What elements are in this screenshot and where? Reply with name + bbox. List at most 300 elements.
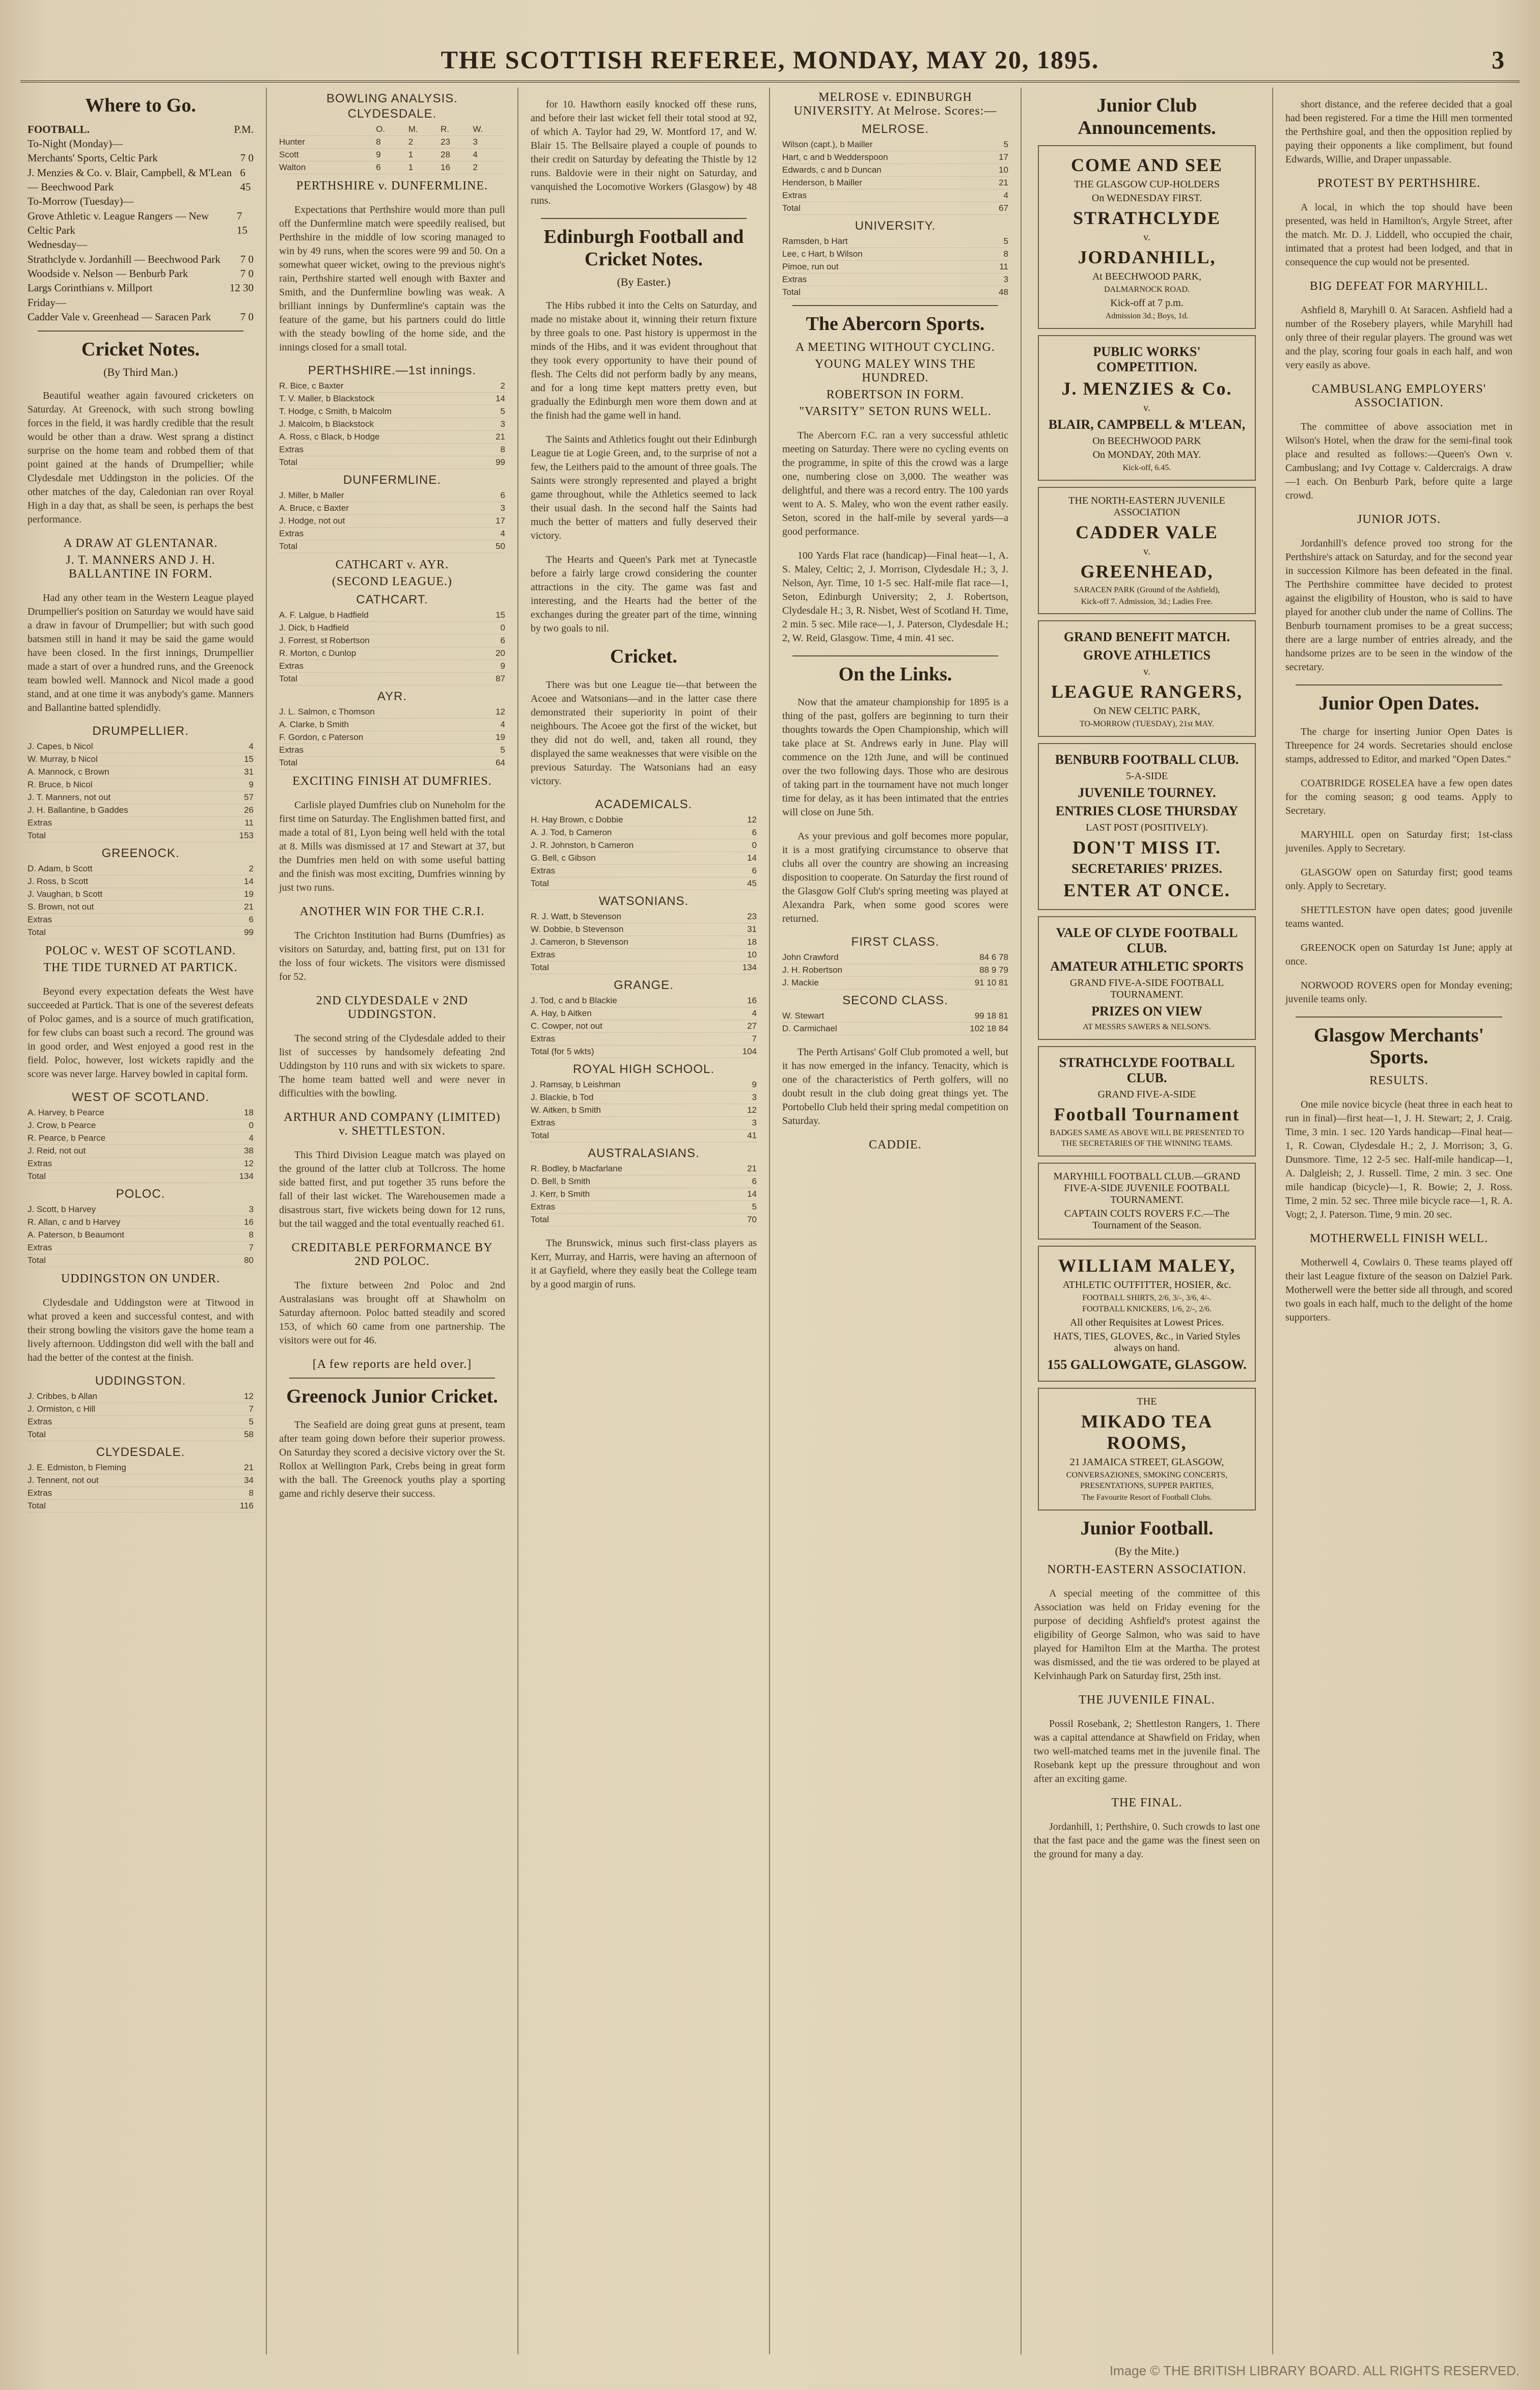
row-name: Total <box>279 674 297 683</box>
column-2 <box>267 88 518 2354</box>
row-name: W. Aitken, b Smith <box>531 1105 601 1115</box>
results-paragraph: 100 Yards Flat race (handicap)—Final heat—1, A. S. Maley, Celtic; 2, J. Morrison, Clydesdale H.; 3, J. Nelson, Ayr. Time, 10 1-5 sec. Half-mile flat race—1, Seton, Edinburgh University; 2, J. Robertson, Clydesdale H.; 3, R. Nisbet, West of Scotland H. Time, 2 min. 5 sec. Mile race—1, J. Paterson, Clydesdale H.; 2, W. Reid, Glasgow. Time, 4 min. 41 sec. <box>782 550 1008 644</box>
table-row <box>782 977 1008 990</box>
row-name: A. J. Tod, b Cameron <box>531 828 612 838</box>
scorecard <box>279 365 505 469</box>
divider <box>541 218 747 219</box>
subheading: YOUNG MALEY WINS THE HUNDRED. <box>814 357 976 384</box>
advert-maryhill: MARYHILL FOOTBALL CLUB.—GRAND FIVE-A-SIDE JUVENILE FOOTBALL TOURNAMENT. CAPTAIN COLTS ROVERS F.C.—The Tournament of the Season. <box>1038 1163 1256 1240</box>
advert-public-works: PUBLIC WORKS' COMPETITION. J. MENZIES & Co. v. BLAIR, CAMPBELL & M'LEAN, On BEECHWOOD PARK On MONDAY, 20th MAY. Kick-off, 6.45. <box>1038 335 1256 481</box>
row-name: W. Stewart <box>782 1011 824 1021</box>
subheading: RESULTS. <box>1369 1074 1428 1088</box>
cricket-notes-heading: Cricket Notes. <box>81 338 200 360</box>
open-date-item: GLASGOW open on Saturday first; good teams only. Apply to Secretary. <box>1285 866 1513 892</box>
masthead <box>20 45 1520 83</box>
row-name: Extras <box>782 274 807 284</box>
table-row <box>782 261 1008 273</box>
merchants-sports-heading: Glasgow Merchants' Sports. <box>1314 1024 1484 1068</box>
advert-vale-of-clyde: VALE OF CLYDE FOOTBALL CLUB. AMATEUR ATHLETIC SPORTS GRAND FIVE-A-SIDE FOOTBALL TOURNAMENT. PRIZES ON VIEW AT MESSRS SAWERS & NELSON'S. <box>1038 916 1256 1040</box>
subheading: MELROSE v. EDINBURGH UNIVERSITY. At Melrose. Scores:— <box>793 91 997 118</box>
row-name: Total <box>782 287 801 297</box>
schedule-row: Grove Athletic v. League Rangers — New Celtic Park 7 15 <box>28 209 248 237</box>
article-paragraph: Ashfield 8, Maryhill 0. At Saracen. Ashfield had a number of the Rosebery players, while Maryhill had only three of their regular players. The ground was wet and the play, scoring four goals in each half, and won very easily as above. <box>1285 305 1513 371</box>
row-name: Total <box>28 1171 46 1182</box>
row-value: 17 <box>496 516 505 526</box>
row-value: 87 <box>496 674 505 683</box>
schedule-day: To-Morrow (Tuesday)— <box>28 195 134 208</box>
row-name: R. Bice, c Baxter <box>279 381 344 391</box>
row-name: J. Scott, b Harvey <box>28 1204 96 1215</box>
table-row <box>531 923 757 936</box>
row-name: Extras <box>531 1118 556 1128</box>
byline: (By the Mite.) <box>1115 1545 1179 1558</box>
row-name: Total <box>531 963 549 973</box>
row-value: 12 <box>496 707 505 717</box>
row-name: R. Morton, c Dunlop <box>279 648 356 658</box>
bowling-analysis <box>279 93 505 174</box>
row-name: A. Harvey, b Pearce <box>28 1108 104 1118</box>
table-row <box>279 609 505 622</box>
row-name: Pimoe, run out <box>782 262 839 271</box>
article-paragraph: The Hibs rubbed it into the Celts on Saturday, and made no mistake about it, winning their return fixture by three goals to one. Past history is uppermost in the minds of the Hibs, and it was evident throughout that they took every opportunity to have their pound of flesh. The Celts did not perform badly by any means, and for a long time kept matters pretty even, but gradually the Edinburgh men wore them down and at the finish had the game well in hand. <box>531 300 757 422</box>
subheading: EXCITING FINISH AT DUMFRIES. <box>292 775 492 788</box>
table-title: SECOND CLASS. <box>842 994 948 1008</box>
signoff: CADDIE. <box>869 1138 922 1152</box>
row-name: Total <box>279 541 297 551</box>
where-to-go-heading: Where to Go. <box>85 95 196 116</box>
open-date-item: NORWOOD ROVERS open for Monday evening; juvenile teams only. <box>1285 979 1513 1005</box>
table-row <box>279 515 505 528</box>
advert-mikado-tea-rooms: THE MIKADO TEA ROOMS, 21 JAMAICA STREET, GLASGOW, CONVERSAZIONES, SMOKING CONCERTS, PRESENTATIONS, SUPPER PARTIES, The Favourite Resort of Football Clubs. <box>1038 1388 1256 1510</box>
table-row <box>28 926 254 939</box>
table-row <box>531 1033 757 1046</box>
table-row <box>28 863 254 875</box>
table-row <box>279 622 505 635</box>
table-row <box>28 779 254 791</box>
scorecard <box>782 123 1008 215</box>
row-name: J. Capes, b Nicol <box>28 741 93 752</box>
table-row <box>28 1203 254 1216</box>
table-title: PERTHSHIRE.—1st innings. <box>308 364 477 377</box>
row-value: 41 <box>747 1131 757 1141</box>
row-value: 12 <box>244 1391 254 1402</box>
divider <box>289 1378 495 1379</box>
row-value: 8 <box>500 445 505 454</box>
article-paragraph: short distance, and the referee decided that a goal had been registered. For a time the Hill men tormented the Perthshire goal, and then the opposition replied by paying their opponents a like compliment, but found Edwards, Willie, and Draper unpassable. <box>1285 99 1513 165</box>
row-value: 5 <box>1003 236 1008 246</box>
row-name: H. Hay Brown, c Dobbie <box>531 815 623 825</box>
row-value: 6 <box>249 915 254 925</box>
row-name: J. Crow, b Pearce <box>28 1120 96 1131</box>
table-row <box>28 1416 254 1428</box>
article-paragraph: The Perth Artisans' Golf Club promoted a well, but it has now emerged in the infancy. Tenacity, which is one of the characteristics of Perth golfers, will no doubt result in the club doing great things yet. The Portobello Club held their spring medal competition on Saturday. <box>782 1047 1008 1127</box>
table-row <box>28 1462 254 1474</box>
junior-open-dates-heading: Junior Open Dates. <box>1318 693 1479 714</box>
subheading: A MEETING WITHOUT CYCLING. <box>795 340 995 354</box>
table-row <box>279 706 505 719</box>
row-value: 31 <box>244 767 254 777</box>
row-name: Edwards, c and b Duncan <box>782 165 882 175</box>
row-value: 5 <box>1003 140 1008 149</box>
row-value: 7 <box>752 1034 757 1044</box>
row-name: A. F. Lalgue, b Hadfield <box>279 610 369 620</box>
article-paragraph: As your previous and golf becomes more popular, it is a most gratifying circumstance to observe that clubs all over the country are showing an increasing disposition to cooperate. On Saturday the first round of the Glasgow Golf Club's spring meeting was played at Alexandra Park, when some good scores were returned. <box>782 831 1008 925</box>
table-row <box>782 139 1008 151</box>
open-date-item: MARYHILL open on Saturday first; 1st-class juveniles. Apply to Secretary. <box>1285 829 1513 854</box>
scorecard <box>279 474 505 553</box>
row-value: 102 18 84 <box>970 1024 1008 1034</box>
on-the-links-heading: On the Links. <box>838 663 952 685</box>
row-value: 58 <box>244 1430 254 1440</box>
subheading: CAMBUSLANG EMPLOYERS' ASSOCIATION. <box>1311 382 1487 409</box>
row-name: Extras <box>279 445 304 454</box>
scorecard <box>531 799 757 890</box>
row-value: 116 <box>239 1501 254 1511</box>
divider <box>1296 1017 1502 1018</box>
row-name: S. Brown, not out <box>28 902 94 912</box>
row-name: J. Ross, b Scott <box>28 876 89 887</box>
row-value: 6 <box>752 1176 757 1187</box>
row-value: 57 <box>244 792 254 803</box>
article-paragraph: The Abercorn F.C. ran a very successful athletic meeting on Saturday. There were no cycling events on the programme, in spite of this the crowd was a large one, numbering close on 3,000. The weather was delightful, and there was a record entry. The 100 yards went to A. S. Maley, who won the event rather easily. Seton, scored in the half-mile by several yards—a good performance. <box>782 429 1008 537</box>
advert-benburb: BENBURB FOOTBALL CLUB. 5-A-SIDE JUVENILE TOURNEY. ENTRIES CLOSE THURSDAY LAST POST (POSITIVELY). DON'T MISS IT. SECRETARIES' PRIZES. ENTER AT ONCE. <box>1038 743 1256 910</box>
table-row <box>279 731 505 744</box>
article-paragraph: Possil Rosebank, 2; Shettleston Rangers, 1. There was a capital attendance at Shawfield on Friday, when two well-matched teams met in the juvenile final. The Rosebank kept up the pressure throughout and won after an exciting game. <box>1034 1718 1260 1785</box>
row-value: 4 <box>249 741 254 752</box>
table-row <box>28 1229 254 1242</box>
table-title: BOWLING ANALYSIS. <box>326 92 458 105</box>
table-row <box>782 177 1008 189</box>
advert-benefit-match: GRAND BENEFIT MATCH. GROVE ATHLETICS v. LEAGUE RANGERS, On NEW CELTIC PARK, TO-MORROW (TUESDAY), 21st MAY. <box>1038 620 1256 737</box>
table-row: Walton 6 1 16 2 <box>279 161 505 174</box>
table-row <box>531 1079 757 1091</box>
column-4 <box>770 88 1022 2354</box>
row-value: 134 <box>742 963 757 973</box>
row-value: 99 18 81 <box>974 1011 1008 1021</box>
row-value: 4 <box>752 1008 757 1019</box>
divider <box>1296 684 1502 685</box>
table-row <box>531 936 757 949</box>
table-row <box>279 635 505 647</box>
table-row <box>531 1130 757 1142</box>
row-name: C. Cowper, not out <box>531 1021 602 1031</box>
row-name: Extras <box>28 1488 52 1498</box>
row-name: Extras <box>782 190 807 200</box>
row-value: 70 <box>747 1215 757 1225</box>
column-3 <box>518 88 770 2354</box>
row-name: Extras <box>28 1417 52 1427</box>
row-value: 4 <box>249 1133 254 1143</box>
scorecard <box>28 847 254 939</box>
article-paragraph: This Third Division League match was played on the ground of the latter club at Tollcross. The home side batted first, and put together 35 runs before the fall of their last wicket. The Warehousemen made a disastrous start, five wickets being down for 12 runs, but the tail wagged and the total eventually reached 61. <box>279 1149 505 1229</box>
row-value: 38 <box>244 1146 254 1156</box>
row-name: Total <box>28 1430 46 1440</box>
table-title: AUSTRALASIANS. <box>588 1146 700 1161</box>
table-row <box>279 489 505 502</box>
row-name: Extras <box>279 745 304 755</box>
table-row <box>28 1487 254 1500</box>
row-value: 91 10 81 <box>974 978 1008 988</box>
row-value: 8 <box>249 1230 254 1240</box>
scorecard <box>28 1091 254 1183</box>
table-row <box>531 877 757 890</box>
results-paragraph: One mile novice bicycle (heat three in each heat to run in final)—first heat—1, J. H. Stewart; 2, J. Craig. Time, 3 min. 1 sec. 120 Yards handicap—Final heat—1, R. Cowan, Clydesdale H.; 2, J. Morrison; 3, G. Dunsmore. Time, 12 2-5 sec. Half-mile handicap—1, A. Dalgleish; 2, J. Russell. Time, 2 min. 3 sec. One mile handicap (bicycle)—1, R. Bowie; 2, J. Ross. Time, 2 min. 52 sec. Three mile bicycle race—1, R. A. Vogt; 2, J. Paterson. Time, 9 min. 20 sec. <box>1285 1099 1513 1221</box>
row-value: 0 <box>500 623 505 633</box>
row-value: 2 <box>500 381 505 391</box>
row-value: 5 <box>249 1417 254 1427</box>
scorecard <box>531 895 757 974</box>
table-row <box>279 431 505 444</box>
row-name: A. Clarke, b Smith <box>279 720 349 729</box>
table-row: Scott 9 1 28 4 <box>279 149 505 161</box>
row-name: J. Malcolm, b Blackstock <box>279 419 374 429</box>
subheading: PERTHSHIRE v. DUNFERMLINE. <box>296 179 488 193</box>
row-name: J. Reid, not out <box>28 1146 86 1156</box>
table-row <box>279 647 505 660</box>
row-name: John Crawford <box>782 952 839 963</box>
table-row <box>28 791 254 804</box>
row-name: J. Tennent, not out <box>28 1475 99 1486</box>
copyright-notice: Image © THE BRITISH LIBRARY BOARD. ALL RIGHTS RESERVED. <box>1109 2363 1520 2378</box>
table-row <box>28 1428 254 1441</box>
table-row <box>279 405 505 418</box>
row-value: 6 <box>752 866 757 876</box>
table-row <box>28 817 254 830</box>
fixture-schedule <box>28 122 254 324</box>
row-value: 3 <box>752 1092 757 1103</box>
table-row <box>279 528 505 540</box>
table-row <box>531 995 757 1007</box>
table-title: GRANGE. <box>614 978 674 993</box>
row-value: 104 <box>742 1047 757 1057</box>
table-row <box>782 235 1008 248</box>
table-row <box>28 901 254 914</box>
row-value: 11 <box>999 262 1008 271</box>
reports-note: [A few reports are held over.] <box>312 1358 472 1371</box>
pm-label: P.M. <box>234 123 254 135</box>
row-value: 21 <box>496 432 505 442</box>
table-row <box>531 827 757 839</box>
row-name: A. Ross, c Black, b Hodge <box>279 432 380 442</box>
table-row <box>279 744 505 757</box>
row-name: R. Bodley, b Macfarlane <box>531 1164 623 1174</box>
article-paragraph: The committee of above association met in Wilson's Hotel, when the draw for the semi-final took place and resulted as follows:—Queen's Own v. Cambuslang; and Ivy Cottage v. Caldercraigs. A draw—1 each. On Benburb Park, before quite a large crowd. <box>1285 421 1513 501</box>
article-paragraph: Expectations that Perthshire would more than pull off the Dunfermline match were speedily realised, but Perthshire in the middle of low scoring managed to win by 49 runs, when the scores were 99 and 50. On a somewhat queer wicket, owing to the previous night's rain, Perthshire started well enough with Baxter and Smith, and the Dunfermline bowling was weak. A brilliant innings by Dunfermline's captain was the feature of the game, but his partners could do little with the steady bowling of the home side, and the innings closed for a small total. <box>279 204 505 353</box>
row-name: Extras <box>279 529 304 538</box>
row-value: 6 <box>752 828 757 838</box>
row-value: 5 <box>500 745 505 755</box>
table-row <box>531 1007 757 1020</box>
subheading: JUNIOR JOTS. <box>1357 513 1441 526</box>
football-label: FOOTBALL. <box>28 123 90 135</box>
article-paragraph: The Crichton Institution had Burns (Dumfries) as visitors on Saturday, and, batting first, put on 131 for the loss of four wickets. The visitors were dismissed for 52. <box>279 930 505 982</box>
article-paragraph: Carlisle played Dumfries club on Nuneholm for the first time on Saturday. The Englishmen batted first, and made a total of 81, Lyon being well held with the total at 8. Mills was dismissed at 17 and Stewart at 37, but the Dumfries men held on with some useful batting and the finish was most exciting, Dumfries winning by just two runs. <box>279 800 505 893</box>
row-name: J. Hodge, not out <box>279 516 345 526</box>
row-value: 19 <box>496 732 505 742</box>
table-row <box>279 660 505 673</box>
scorecard <box>531 979 757 1058</box>
article-paragraph: Beautiful weather again favoured cricketers on Saturday. At Greenock, with such strong bowling forces in the field, it was hardly credible that the result would be other than a draw. West sprang a distinct surprise on the home team and robbed them of that point gained at the hands of Drumpellier; while Clydesdale met Uddingston in the policies. Of the other matches of the day, Caledonian ran over Royal High in a day that, as shall be seen, is perhaps the best performance. <box>28 390 254 526</box>
row-name: T. V. Maller, b Blackstock <box>279 394 375 403</box>
table-row <box>28 1242 254 1254</box>
row-name: J. Ormiston, c Hill <box>28 1404 96 1414</box>
table-title: WEST OF SCOTLAND. <box>72 1090 209 1105</box>
junior-football-heading: Junior Football. <box>1080 1517 1214 1539</box>
article-paragraph: Beyond every expectation defeats the West have succeeded at Partick. That is one of the severest defeats of Poloc games, and is a source of much gratification, for few clubs can boast such a record. The ground was in good order, and West enjoyed a good rest in the field. Poloc, however, lost wickets rapidly and the score was never large. Harvey bowled in capital form. <box>28 986 254 1080</box>
row-value: 18 <box>244 1108 254 1118</box>
row-value: 26 <box>244 805 254 815</box>
table-row <box>28 1132 254 1145</box>
subheading: "VARSITY" SETON RUNS WELL. <box>799 404 992 418</box>
table-row <box>279 380 505 393</box>
row-name: J. R. Johnston, b Cameron <box>531 840 634 850</box>
row-value: 99 <box>244 927 254 938</box>
table-row <box>531 839 757 852</box>
table-row <box>782 189 1008 202</box>
article-paragraph: Had any other team in the Western League played Drumpellier's position on Saturday we would have said a draw in favour of Drumpellier; but with such good batsmen still in hand it may be said the game would have been closed. In the first innings, Drumpellier made a start of over a hundred runs, and the Greenock team bowled well. Mannock and Nicol made a good stand, and at one time it was anybody's game. Manners and Ballantine batted splendidly. <box>28 592 254 714</box>
schedule-row: Cadder Vale v. Greenhead — Saracen Park 7 0 <box>28 311 254 323</box>
row-value: 14 <box>747 853 757 863</box>
table-row <box>531 1104 757 1117</box>
article-paragraph: There was but one League tie—that between the Acoee and Watsonians—and in the latter case there demonstrated their superiority in point of their neighbours. The Acoee got the first of the wicket, but they did not do well, and, taken all round, they displayed the same weaknesses that were visible on the previous Saturday. The Watsonians had an easy victory. <box>531 679 757 787</box>
row-value: 21 <box>747 1164 757 1174</box>
row-value: 8 <box>1003 249 1008 259</box>
article-paragraph: The Hearts and Queen's Park met at Tynecastle before a fairly large crowd considering the counter attractions in the city. The game was fast and interesting, and the Hearts had the better of the exchanges during the greater part of the time, winning by two goals to nil. <box>531 554 757 635</box>
table-title: FIRST CLASS. <box>851 935 940 949</box>
row-name: Hart, c and b Wedderspoon <box>782 152 888 162</box>
row-value: 14 <box>496 394 505 403</box>
table-row <box>782 964 1008 977</box>
row-name: W. Dobbie, b Stevenson <box>531 924 624 935</box>
scorecard <box>28 725 254 842</box>
row-value: 17 <box>999 152 1008 162</box>
subheading: THE TIDE TURNED AT PARTICK. <box>43 961 238 975</box>
article-paragraph: The Seafield are doing great guns at present, team after team going down before their superior prowess. On Saturday they scored a decisive victory over the St. Rollox at Wellington Park, Crebs being in great form with the ball. The Greenock youths play a sporting game and richly deserve their success. <box>279 1419 505 1499</box>
table-title: UDDINGSTON. <box>95 1374 186 1388</box>
subheading: THE JUVENILE FINAL. <box>1079 1693 1215 1707</box>
row-name: J. Kerr, b Smith <box>531 1189 590 1199</box>
divider <box>792 655 998 656</box>
row-value: 27 <box>747 1021 757 1031</box>
row-name: J. Cameron, b Stevenson <box>531 937 628 947</box>
row-value: 34 <box>244 1475 254 1486</box>
scorecard <box>28 1188 254 1267</box>
table-row <box>28 875 254 888</box>
row-value: 8 <box>249 1488 254 1498</box>
row-name: Ramsden, b Hart <box>782 236 848 246</box>
row-value: 9 <box>249 780 254 790</box>
table-row <box>28 1254 254 1267</box>
row-value: 5 <box>752 1202 757 1212</box>
row-name: R. Allan, c and b Harvey <box>28 1217 121 1227</box>
row-value: 0 <box>249 1120 254 1131</box>
table-row <box>28 753 254 766</box>
scorecard <box>28 1446 254 1513</box>
junior-announcements-heading: Junior Club Announcements. <box>1078 95 1216 139</box>
row-name: Total <box>28 831 46 841</box>
table-row <box>28 766 254 779</box>
schedule-row: Largs Corinthians v. Millport 12 30 <box>28 282 254 294</box>
table-row <box>28 804 254 817</box>
subheading: POLOC v. WEST OF SCOTLAND. <box>45 944 236 958</box>
row-value: 3 <box>1003 274 1008 284</box>
row-name: J. L. Salmon, c Thomson <box>279 707 375 717</box>
table-row <box>28 1216 254 1229</box>
article-paragraph: The second string of the Clydesdale added to their list of successes by handsomely defeating 2nd Uddingston by 110 runs and with six wickets to spare. The home team batted well and were never in difficulties with the bowling. <box>279 1033 505 1099</box>
schedule-day: To-Night (Monday)— <box>28 138 123 150</box>
row-name: Henderson, b Mailler <box>782 178 862 187</box>
table-row <box>279 393 505 405</box>
subheading: BIG DEFEAT FOR MARYHILL. <box>1309 280 1489 293</box>
table-row <box>28 1170 254 1183</box>
table-row <box>531 1046 757 1058</box>
row-name: A. Mannock, c Brown <box>28 767 109 777</box>
article-paragraph: The Saints and Athletics fought out their Edinburgh League tie at Logie Green, and, to the surprise of not a few, the Leithers paid to the amount of three goals. The Saints were strongly represented and played a bright game throughout, while the Athletics seemed to lack their usual dash. In the second half the Saints had much the better of matters and fully deserved their victory. <box>531 434 757 542</box>
article-paragraph: Clydesdale and Uddingston were at Titwood in what proved a keen and successful contest, and with their strong bowling the visitors gave the home team a lively afternoon. Uddingston did well with the ball and had the better of the contest at the finish. <box>28 1297 254 1364</box>
subheading: (SECOND LEAGUE.) <box>332 575 452 588</box>
row-value: 21 <box>999 178 1008 187</box>
row-value: 48 <box>999 287 1008 297</box>
table-row <box>28 1107 254 1119</box>
row-value: 21 <box>244 1463 254 1473</box>
table-header: O. M. R. W. <box>279 123 505 136</box>
advert-cadder-vale: THE NORTH-EASTERN JUVENILE ASSOCIATION CADDER VALE v. GREENHEAD, SARACEN PARK (Ground of the Ashfield), Kick-off 7. Admission, 3d.; Ladies Free. <box>1038 487 1256 615</box>
article-paragraph: The Brunswick, minus such first-class players as Kerr, Murray, and Harris, were having an afternoon of it at Gayfield, where they easily beat the College team by a good margin of runs. <box>531 1238 757 1290</box>
row-name: Wilson (capt.), b Mailler <box>782 140 873 149</box>
table-row <box>531 1201 757 1214</box>
table-row <box>28 1403 254 1416</box>
table-row <box>531 1175 757 1188</box>
row-name: R. J. Watt, b Stevenson <box>531 912 621 922</box>
table-row <box>279 418 505 431</box>
table-row <box>782 1010 1008 1023</box>
subheading: PROTEST BY PERTHSHIRE. <box>1317 177 1480 190</box>
table-row <box>782 202 1008 215</box>
schedule-row: Strathclyde v. Jordanhill — Beechwood Park 7 0 <box>28 253 254 265</box>
row-name: Total <box>279 758 297 767</box>
subheading: NORTH-EASTERN ASSOCIATION. <box>1047 1563 1247 1577</box>
row-name: Extras <box>28 1159 52 1169</box>
row-value: 4 <box>1003 190 1008 200</box>
schedule-day: Wednesday— <box>28 238 88 251</box>
row-value: 7 <box>249 1243 254 1253</box>
row-name: Total <box>279 457 297 467</box>
table-title: POLOC. <box>116 1187 166 1201</box>
row-value: 18 <box>747 937 757 947</box>
table-subtitle: CLYDESDALE. <box>347 107 437 121</box>
table-row <box>531 1091 757 1104</box>
table-row <box>279 456 505 469</box>
row-value: 2 <box>249 864 254 874</box>
row-name: J. Miller, b Maller <box>279 490 344 500</box>
byline: (By Third Man.) <box>103 366 178 379</box>
cricket-heading: Cricket. <box>610 646 677 668</box>
row-value: 4 <box>500 529 505 538</box>
table-row <box>28 914 254 926</box>
open-date-item: SHETTLESTON have open dates; good juvenile teams wanted. <box>1285 904 1513 929</box>
article-paragraph: for 10. Hawthorn easily knocked off these runs, and before their last wicket fell their total stood at 92, of which A. Taylor had 29, W. Montford 17, and W. Blair 15. The Bellsaire played a couple of pounds to their credit on Saturday by defeating the Thistle by 12 runs. Baldovie were in their night on Saturday, and vanquished the Locomotive Workers (Glasgow) by 48 runs. <box>531 99 757 206</box>
article-paragraph: The fixture between 2nd Poloc and 2nd Australasians was brought off at Shawholm on Saturday afternoon. Poloc batted steadily and scored 153, of which 60 came from one partnership. The visitors were out for 46. <box>279 1280 505 1346</box>
table-title: CLYDESDALE. <box>96 1445 185 1460</box>
schedule-day: Friday— <box>28 296 66 309</box>
row-name: Extras <box>279 661 304 671</box>
table-row <box>28 1390 254 1403</box>
article-paragraph: A special meeting of the committee of this Association was held on Friday evening for the purpose of deciding Ashfield's protest against the eligibility of George Salmon, who was said to have played for Hamilton Elm at the Martha. The protest was dismissed, and the tie was ordered to be played at Kelvinhaugh Park on Saturday first, 25th inst. <box>1034 1588 1260 1682</box>
row-value: 6 <box>500 490 505 500</box>
abercorn-sports-heading: The Abercorn Sports. <box>806 313 985 335</box>
table-title: DRUMPELLIER. <box>92 724 189 738</box>
row-name: Extras <box>531 1034 556 1044</box>
